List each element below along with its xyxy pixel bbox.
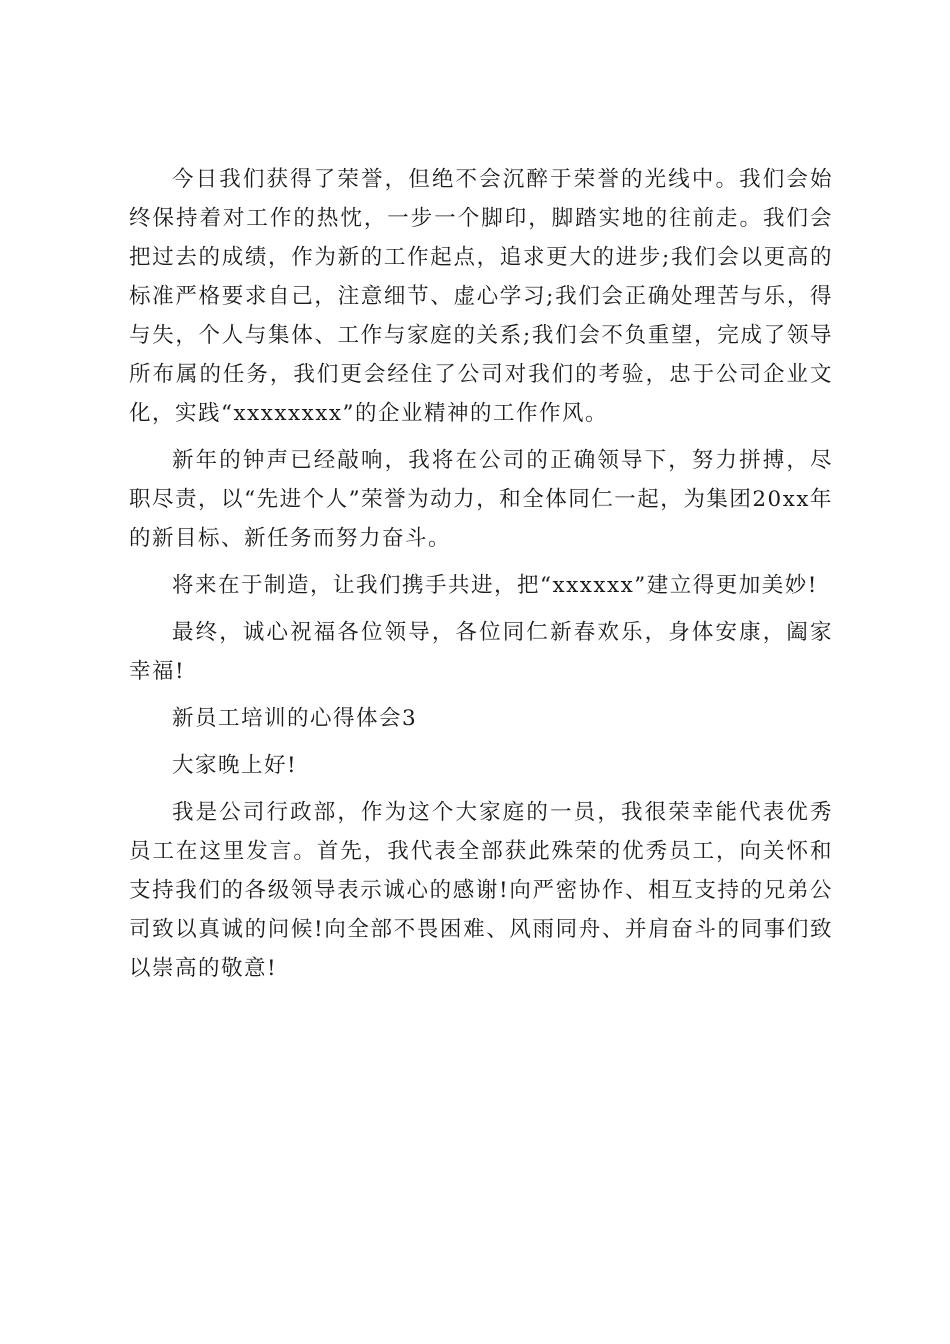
paragraph-blessing: 最终，诚心祝福各位领导，各位同仁新春欢乐，身体安康，阖家幸福! bbox=[129, 620, 833, 684]
greeting-line: 大家晚上好! bbox=[172, 753, 298, 778]
document-body bbox=[129, 160, 833, 996]
section-heading: 新员工培训的心得体会3 bbox=[172, 706, 418, 731]
paragraph-honor: 今日我们获得了荣誉，但绝不会沉醉于荣誉的光线中。我们会始终保持着对工作的热忱，一步一个脚印，脚踏实地的往前走。我们会把过去的成绩，作为新的工作起点，追求更大的进步;我们会以更高的标准严格要求自己，注意细节、虚心学习;我们会正确处理苦与乐，得与失，个人与集体、工作与家庭的关系;我们会不负重望，完成了领导所布属的任务，我们更会经住了公司对我们的考验，忠于公司企业文化，实践“xxxxxxxx”的企业精神的工作作风。 bbox=[129, 167, 833, 426]
paragraph-new-year: 新年的钟声已经敲响，我将在公司的正确领导下，努力拼搏，尽职尽责，以“先进个人”荣誉为动力，和全体同仁一起，为集团20xx年的新目标、新任务而努力奋斗。 bbox=[129, 448, 833, 551]
paragraph-future: 将来在于制造，让我们携手共进，把“xxxxxx”建立得更加美妙! bbox=[172, 573, 818, 598]
paragraph-speech: 我是公司行政部，作为这个大家庭的一员，我很荣幸能代表优秀员工在这里发言。首先，我代表全部获此殊荣的优秀员工，向关怀和支持我们的各级领导表示诚心的感谢!向严密协作、相互支持的兄弟公司致以真诚的问候!向全部不畏困难、风雨同舟、并肩奋斗的同事们致以崇高的敬意! bbox=[129, 800, 833, 981]
